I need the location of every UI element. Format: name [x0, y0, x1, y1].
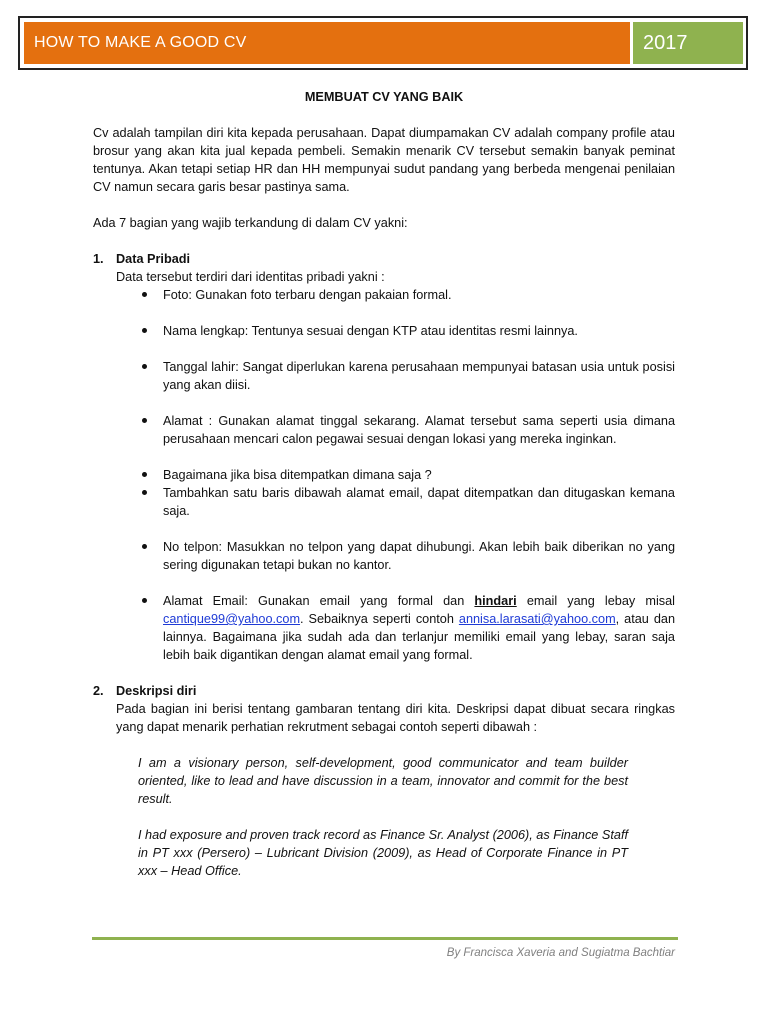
intro-paragraph: Cv adalah tampilan diri kita kepada perusahaan. Dapat diumpamakan CV adalah company profile atau brosur yang akan kita jual kepada pembeli. Semakin menarik CV tersebut semakin banyak peminat tentunya. Akan tetapi setiap HR dan HH mempunyai sudut pandang yang berbeda mengenai penilaian CV namun secara garis besar pastinya sama.	[93, 126, 675, 194]
document-body	[93, 88, 675, 880]
list-item: No telpon: Masukkan no telpon yang dapat dihubungi. Akan lebih baik diberikan no yang sering digunakan tetapi bukan no kantor.	[139, 538, 675, 574]
footer-credit: By Francisca Xaveria and Sugiatma Bachtiar	[446, 947, 675, 959]
email-text-3: . Sebaiknya seperti contoh	[300, 612, 459, 626]
email-link-good-example[interactable]: annisa.larasati@yahoo.com	[458, 612, 616, 626]
list-item: Alamat : Gunakan alamat tinggal sekarang. Alamat tersebut sama seperti usia dimana perusahaan mencari calon pegawai sesuai dengan lokasi yang mereka inginkan.	[139, 412, 675, 448]
footer-divider	[92, 937, 678, 940]
list-item: Tanggal lahir: Sangat diperlukan karena perusahaan mempunyai batasan usia untuk posisi yang akan diisi.	[139, 358, 675, 394]
list-item: Tambahkan satu baris dibawah alamat email, dapat ditempatkan dan ditugaskan kemana saja.	[139, 484, 675, 520]
list-item: Nama lengkap: Tentunya sesuai dengan KTP atau identitas resmi lainnya.	[139, 322, 675, 340]
emphasis-hindari: hindari	[474, 594, 517, 608]
document-title: MEMBUAT CV YANG BAIK	[304, 90, 464, 104]
list-item: Bagaimana jika bisa ditempatkan dimana saja ?	[139, 466, 675, 484]
personal-data-list	[93, 286, 675, 664]
header-banner	[18, 16, 748, 70]
section-2-description: Pada bagian ini berisi tentang gambaran tentang diri kita. Deskripsi dapat dibuat secara ringkas yang dapat menarik perhatian rekrutment sebagai contoh seperti dibawah :	[116, 702, 675, 734]
section-2-title: Deskripsi diri	[116, 684, 197, 698]
header-year: 2017	[633, 22, 743, 64]
example-quote-1: I am a visionary person, self-development, good communicator and team builder oriented, like to lead and have discussion in a team, innovator and commit for the best result.	[138, 756, 628, 806]
section-1-number: 1.	[93, 252, 104, 266]
email-text-1: Alamat Email: Gunakan email yang formal dan	[163, 594, 475, 608]
section-2-number: 2.	[93, 684, 104, 698]
list-item-email	[139, 592, 675, 664]
email-text-4: , atau dan lainnya. Bagaimana jika sudah ada dan terlanjur memiliki email yang lebay, saran saja lebih baik digantikan dengan alamat email yang formal.	[163, 612, 675, 662]
example-quote-2: I had exposure and proven track record as Finance Sr. Analyst (2006), as Finance Staff in PT xxx (Persero) – Lubricant Division (2009), as Head of Corporate Finance in PT xxx – Head Office.	[138, 828, 628, 878]
header-title: HOW TO MAKE A GOOD CV	[24, 22, 630, 64]
section-1-description: Data tersebut terdiri dari identitas pribadi yakni :	[116, 270, 385, 284]
email-text-2: email yang lebay misal	[516, 594, 675, 608]
list-item: Foto: Gunakan foto terbaru dengan pakaian formal.	[139, 286, 675, 304]
section-1-title: Data Pribadi	[116, 252, 191, 266]
section-1-heading	[93, 250, 675, 268]
section-2-heading	[93, 682, 675, 700]
email-link-bad-example[interactable]: cantique99@yahoo.com	[163, 612, 301, 626]
lead-paragraph: Ada 7 bagian yang wajib terkandung di dalam CV yakni:	[93, 216, 408, 230]
